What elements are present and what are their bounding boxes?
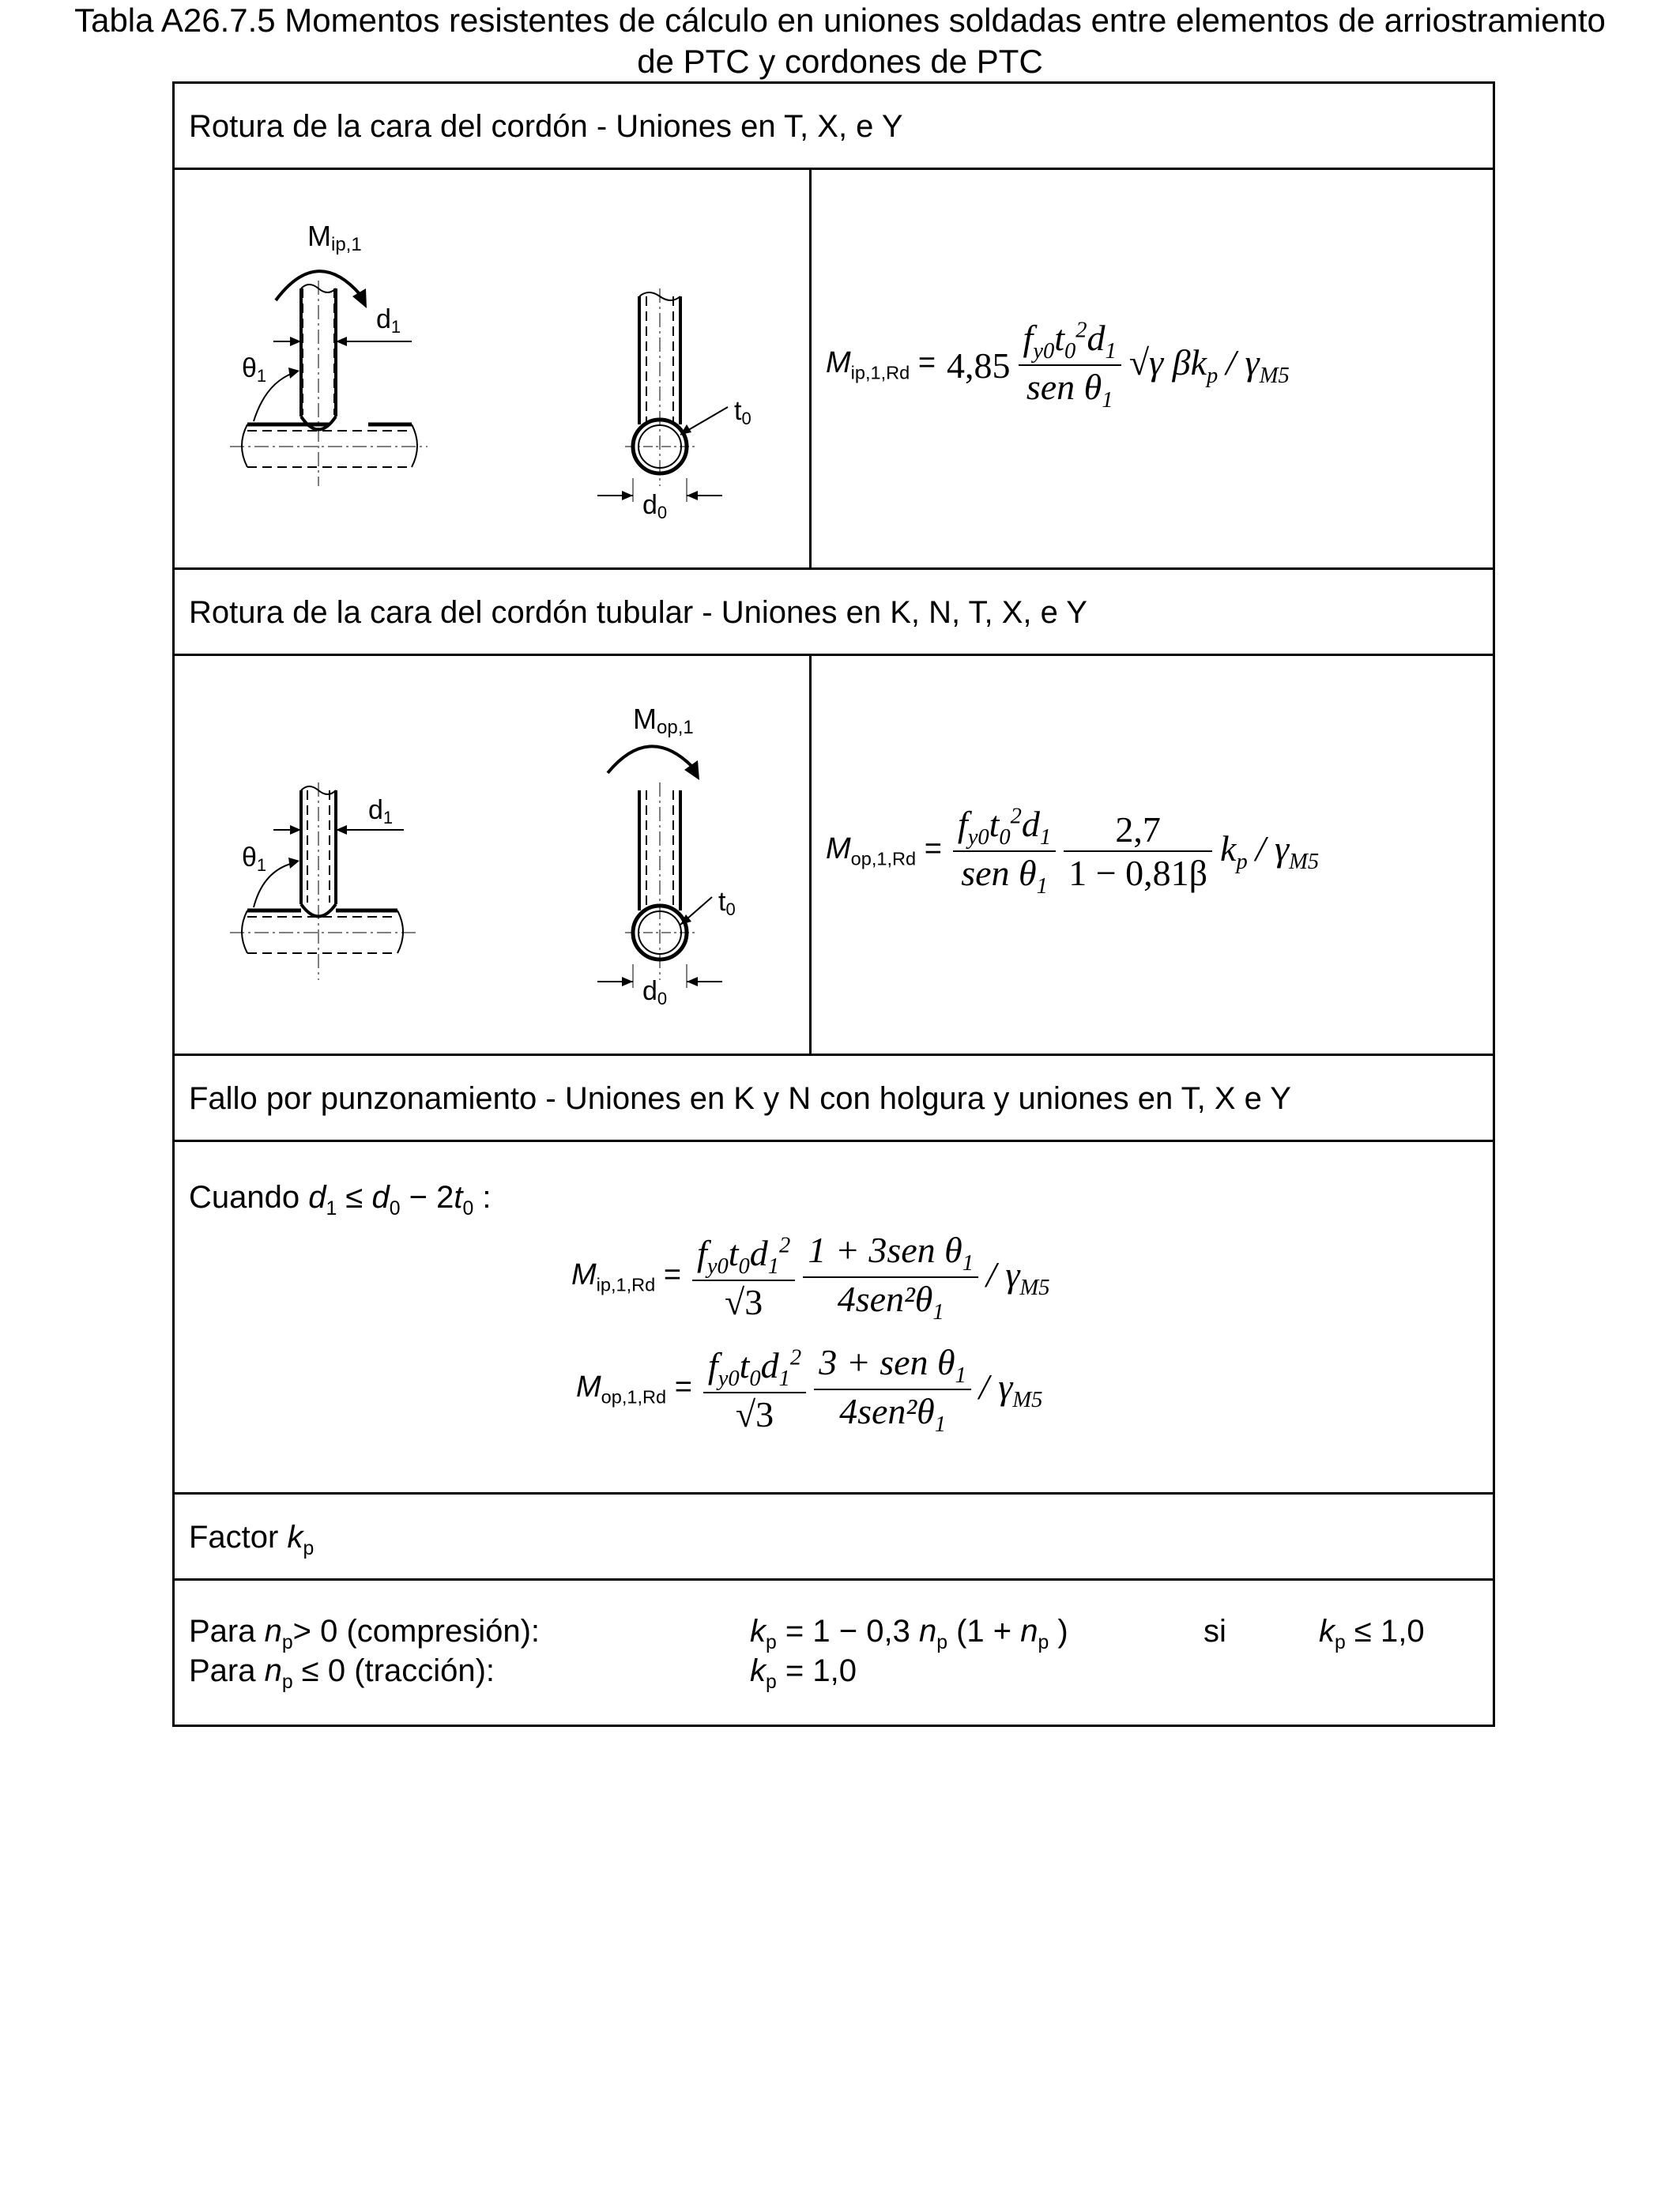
t-joint-in-plane-diagram [175,170,807,570]
d0-label-2: d0 [642,976,668,1008]
table-title-line2: de PTC y cordones de PTC [637,43,1043,80]
table-title [0,0,1680,82]
section4-header: Factor $k_p$ [175,1495,1493,1581]
moment-label-2: Mop,1 [633,703,694,738]
section2-header: Rotura de la cara del cordón tubular - Uniones en K, N, T, X, e Y [175,570,1493,656]
formula-mop-rd: $M_{op,1,Rd}$ = $\frac{f_{y0}t_0^2d_1}{sen \theta_1}$ $\frac{2,7}{1 - 0,81\beta}$ $k_p$ / $\gamma_{M5}$ [826,804,1320,899]
section4-body [175,1581,1493,1725]
kp-line2-condition: Para $n_p \le 0$ (tracción): [189,1653,495,1693]
section1-formula-cell [812,170,1493,567]
t-joint-out-of-plane-diagram [175,656,807,1056]
d1-label: d1 [376,304,401,337]
resistance-table [172,81,1495,1727]
section3-header: Fallo por punzonamiento - Uniones en K y N con holgura y uniones en T, X e Y [175,1056,1493,1142]
section1-body [175,170,1493,570]
t0-label-2: t0 [718,887,736,919]
theta-label: θ1 [242,353,267,386]
formula-fraction-2: $\frac{2,7}{1 - 0,81\beta}$ [1064,809,1212,894]
formula-fraction-1: $\frac{f_{y0}t_0^2d_1}{sen \theta_1}$ [953,803,1056,899]
kp-line1-si: si [1203,1614,1226,1649]
moment-label: Mip,1 [307,220,362,255]
table-title-line1: Tabla A26.7.5 Momentos resistentes de cálculo en uniones soldadas entre elementos de arriostramiento [74,2,1606,39]
section3-body [175,1142,1493,1495]
t0-label: t0 [734,396,751,428]
formula-punching-mop: $M_{op,1,Rd}$ = $\frac{f_{y0}t_0d_1^2}{√3}$ $\frac{3 + sen \theta_1}{4sen^2\theta_1}$ / $\gamma_{M5}$ [576,1342,1043,1438]
formula-punching-mip: $M_{ip,1,Rd}$ = $\frac{f_{y0}t_0d_1^2}{√3}$ $\frac{1 + 3sen \theta_1}{4sen^2\theta_1}$ / $\gamma_{M5}$ [571,1230,1050,1325]
formula-fraction: $\frac{f_{y0}t_0^2d_1}{sen \theta_1}$ [1019,317,1121,413]
d1-label-2: d1 [368,795,394,827]
kp-line1-formula: $k_p = 1 - 0,3$ $n_p$ ($1 + n_p$ ) [750,1614,1068,1653]
section1-diagram-cell [175,170,812,567]
section2-body [175,656,1493,1056]
kp-line1-limit: $k_p \le 1,0$ [1319,1614,1425,1653]
d0-label: d0 [642,490,668,522]
section2-diagram-cell [175,656,812,1054]
theta-label-2: θ1 [242,843,267,875]
punching-condition: Cuando $d_1 \le d_0 - 2t_0$ : [189,1180,492,1220]
formula-coefficient: 4,85 [947,345,1011,386]
section1-header: Rotura de la cara del cordón - Uniones en T, X, e Y [175,84,1493,170]
section2-formula-cell [812,656,1493,1054]
kp-line2-formula: $k_p = 1,0$ [750,1653,857,1693]
formula-mip-rd: $M_{ip,1,Rd}$ = 4,85 $\frac{f_{y0}t_0^2d_1}{sen \theta_1}$ √γ $\beta k_p$ / $\gamma_{M5}$ [826,318,1290,413]
kp-line1-condition: Para $n_p> 0$ (compresión): [189,1614,540,1653]
